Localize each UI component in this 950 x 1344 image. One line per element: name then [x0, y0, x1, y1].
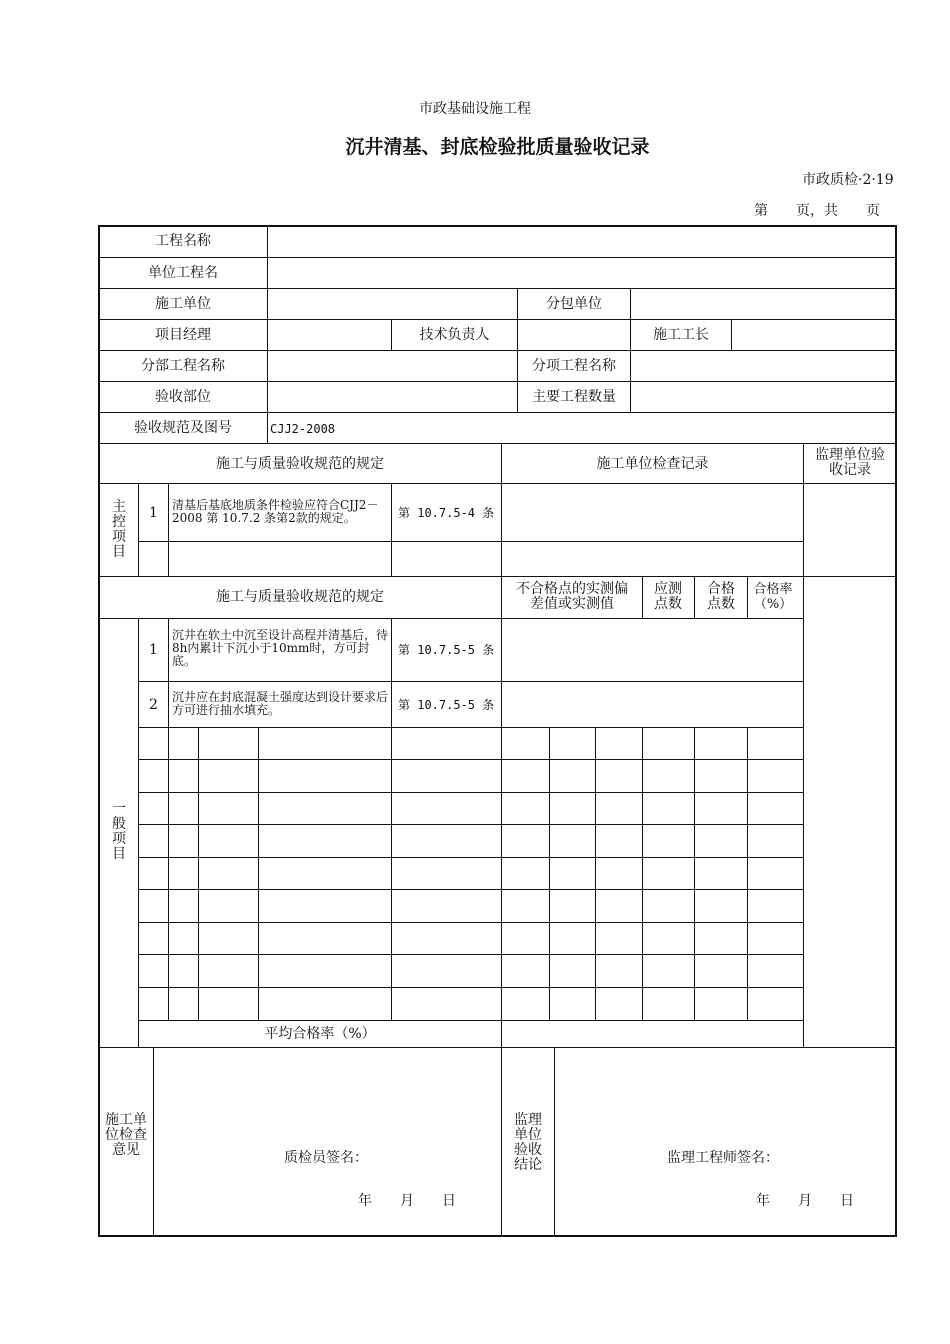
standard-value: CJJ2-2008 — [270, 422, 336, 436]
engineer-signature-label: 监理工程师签名： — [667, 1150, 779, 1166]
page-number: 第 页，共 页 — [754, 203, 880, 219]
qualified-points-header: 合格点数 — [707, 581, 735, 612]
main-item-record — [502, 484, 803, 541]
standard-label: 验收规范及图号 — [134, 420, 232, 436]
division-value — [268, 351, 517, 381]
inspector-signature-label: 质检员签名： — [284, 1150, 368, 1166]
division-label: 分部工程名称 — [141, 358, 225, 374]
project-name-value — [268, 226, 895, 257]
average-pass-rate-value — [502, 1021, 803, 1047]
foreman-label: 施工工长 — [653, 327, 709, 343]
unit-project-label: 单位工程名 — [148, 265, 218, 281]
supervision-conclusion-label: 监理单位验收结论 — [514, 1112, 542, 1173]
inspection-part-value — [268, 382, 517, 412]
general-item-text: 沉井应在封底混凝土强度达到设计要求后方可进行抽水填充。 — [172, 690, 389, 717]
subcontractor-label: 分包单位 — [546, 296, 602, 312]
main-item-text: 清基后基底地质条件检验应符合CJJ2－2008 第 10.7.2 条第2款的规定。 — [172, 498, 379, 525]
main-quantity-value — [631, 382, 895, 412]
form-code: 市政质检·2·19 — [802, 172, 894, 188]
project-manager-value — [268, 320, 391, 350]
tech-lead-label: 技术负责人 — [419, 327, 490, 343]
general-supervisor-record — [804, 577, 895, 1047]
unit-project-value — [268, 258, 895, 288]
project-name-label: 工程名称 — [155, 233, 211, 249]
project-manager-label: 项目经理 — [155, 327, 211, 343]
form-title: 沉井清基、封底检验批质量验收记录 — [345, 136, 650, 158]
general-spec-header: 施工与质量验收规范的规定 — [216, 589, 384, 605]
general-item-number: 2 — [149, 697, 158, 713]
foreman-value — [732, 320, 895, 350]
main-quantity-label: 主要工程数量 — [532, 389, 616, 405]
pass-rate-header: 合格率（%） — [753, 582, 793, 612]
main-spec-header: 施工与质量验收规范的规定 — [216, 456, 384, 472]
tech-lead-value — [518, 320, 630, 350]
main-control-section-label: 主控项目 — [112, 499, 126, 560]
construction-unit-label: 施工单位 — [155, 296, 211, 312]
average-pass-rate-label: 平均合格率（%） — [264, 1026, 376, 1042]
should-measure-header: 应测点数 — [654, 581, 682, 612]
general-section-label: 一般项目 — [112, 801, 126, 862]
inspection-part-label: 验收部位 — [155, 389, 211, 405]
supervisor-record-header: 监理单位验收记录 — [815, 447, 885, 478]
category-heading: 市政基础设施工程 — [419, 101, 531, 117]
general-item-clause: 第 10.7.5-5 条 — [398, 698, 495, 712]
main-item-number: 1 — [149, 505, 158, 521]
deviation-header: 不合格点的实测偏差值或实测值 — [516, 581, 628, 612]
main-item-clause: 第 10.7.5-4 条 — [398, 506, 495, 520]
general-item-clause: 第 10.7.5-5 条 — [398, 643, 495, 657]
construction-date: 年 月 日 — [358, 1193, 456, 1209]
supervision-date: 年 月 日 — [756, 1193, 854, 1209]
main-record-header: 施工单位检查记录 — [596, 456, 709, 472]
general-item-number: 1 — [149, 642, 158, 658]
construction-opinion-label: 施工单位检查意见 — [105, 1112, 147, 1158]
construction-unit-value — [268, 289, 517, 319]
subdivision-value — [631, 351, 895, 381]
general-item-text: 沉井在软土中沉至设计高程并清基后，待8h内累计下沉小于10mm时，方可封底。 — [172, 628, 389, 668]
subcontractor-value — [631, 289, 895, 319]
subdivision-label: 分项工程名称 — [532, 358, 616, 374]
main-supervisor-record — [804, 484, 895, 576]
